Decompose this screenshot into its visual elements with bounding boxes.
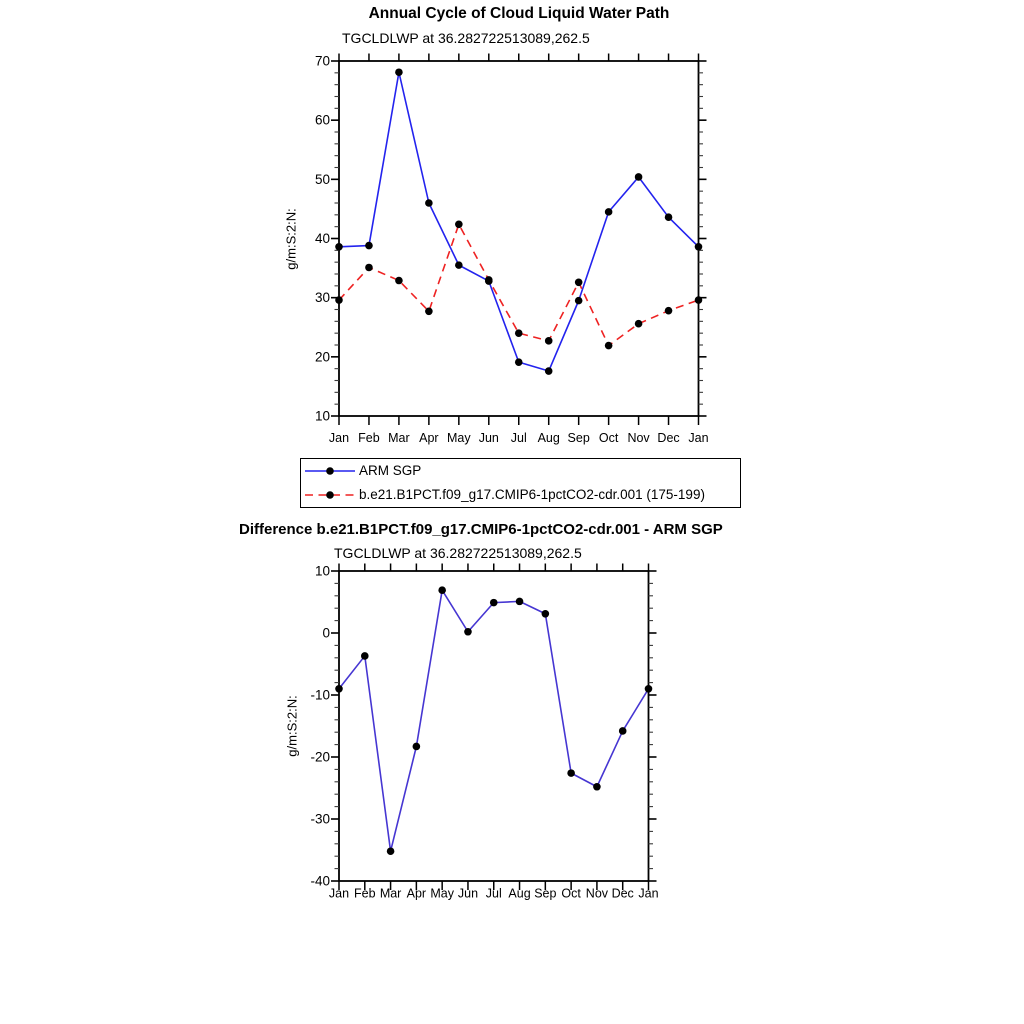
svg-text:-40: -40: [310, 873, 330, 889]
svg-text:20: 20: [314, 349, 330, 365]
svg-text:-20: -20: [310, 749, 330, 765]
legend-label-model-run: b.e21.B1PCT.f09_g17.CMIP6-1pctCO2-cdr.001 (175-199): [359, 487, 705, 502]
chart2-y-axis-label: g/m:S:2:N:: [284, 695, 300, 757]
svg-text:Sep: Sep: [534, 886, 557, 901]
svg-text:30: 30: [314, 290, 330, 306]
svg-text:Jul: Jul: [510, 431, 527, 445]
svg-text:Apr: Apr: [406, 886, 427, 901]
svg-text:Apr: Apr: [419, 431, 439, 445]
svg-text:40: 40: [314, 231, 330, 246]
svg-text:Dec: Dec: [657, 431, 680, 445]
svg-text:Feb: Feb: [358, 431, 380, 445]
svg-text:10: 10: [314, 563, 330, 579]
chart1-legend: [300, 458, 741, 508]
svg-text:Feb: Feb: [354, 886, 376, 901]
chart2-title: Difference b.e21.B1PCT.f09_g17.CMIP6-1pctCO2-cdr.001 - ARM SGP: [239, 521, 723, 538]
svg-text:May: May: [447, 431, 471, 445]
svg-text:Aug: Aug: [508, 886, 531, 901]
chart1-title: Annual Cycle of Cloud Liquid Water Path: [368, 5, 670, 22]
svg-text:Sep: Sep: [567, 431, 590, 445]
svg-text:Jan: Jan: [688, 431, 709, 445]
arm-sgp-line-sample: [304, 465, 356, 477]
svg-text:Jan: Jan: [638, 886, 659, 901]
model-run-line-sample: [304, 489, 356, 501]
svg-text:Mar: Mar: [388, 431, 410, 445]
svg-text:Jan: Jan: [328, 886, 350, 901]
svg-text:Jan: Jan: [328, 431, 350, 445]
chart1-plot-area: [290, 40, 740, 455]
svg-text:Oct: Oct: [561, 886, 581, 901]
svg-text:-30: -30: [310, 811, 330, 827]
svg-text:Jul: Jul: [485, 886, 502, 901]
chart1-subtitle: TGCLDLWP at 36.282722513089,262.5: [342, 30, 590, 46]
legend-item-model-run: [301, 483, 740, 507]
svg-text:Aug: Aug: [537, 431, 560, 445]
chart2-subtitle: TGCLDLWP at 36.282722513089,262.5: [334, 545, 582, 561]
svg-text:Dec: Dec: [611, 886, 634, 901]
svg-text:10: 10: [314, 408, 330, 424]
legend-item-arm-sgp: [301, 459, 740, 483]
svg-text:Oct: Oct: [598, 431, 619, 445]
svg-text:50: 50: [314, 171, 330, 187]
svg-text:0: 0: [322, 625, 330, 641]
svg-text:60: 60: [314, 112, 330, 128]
chart2-plot-area: [290, 555, 710, 905]
svg-text:70: 70: [314, 53, 330, 69]
svg-text:Jun: Jun: [457, 886, 479, 901]
svg-text:Jun: Jun: [478, 431, 499, 445]
svg-text:-10: -10: [310, 687, 330, 703]
svg-text:Mar: Mar: [379, 886, 402, 901]
legend-label-arm-sgp: ARM SGP: [359, 463, 422, 478]
svg-text:May: May: [430, 886, 454, 901]
svg-text:Nov: Nov: [585, 886, 609, 901]
chart1-y-axis-label: g/m:S:2:N:: [283, 208, 299, 270]
svg-text:Nov: Nov: [627, 431, 650, 445]
